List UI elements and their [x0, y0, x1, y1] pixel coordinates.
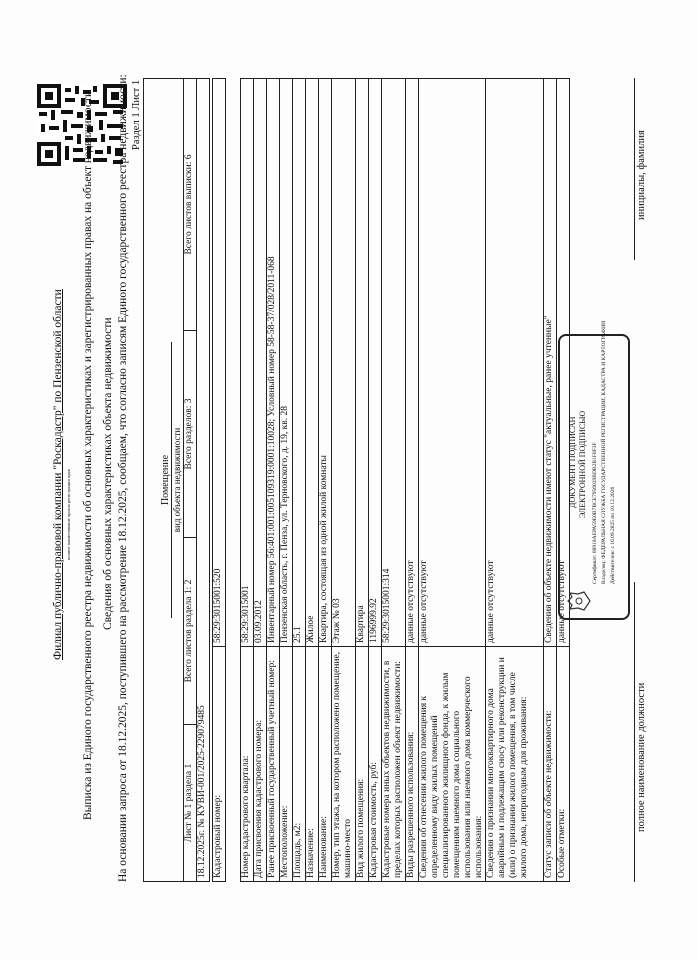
info-title: Сведения об основных характеристиках объекта недвижимости	[102, 317, 114, 630]
section-label: Раздел 1 Лист 1	[131, 79, 142, 150]
extract-title: Выписка из Единого государственного реестра недвижимости об основных характеристиках и зарегистрированных правах на объект недвижимости	[82, 90, 94, 820]
row-value: данные отсутствуют	[419, 79, 486, 647]
table-row	[356, 79, 369, 882]
row-value: Сведения об объекте недвижимости имеют статус "актуальные, ранее учтенные"	[544, 79, 557, 647]
stamp-line1: ДОКУМЕНТ ПОДПИСАН	[568, 416, 577, 508]
sheets-total: Всего листов выписки: 6	[184, 79, 197, 331]
signature-line-position	[634, 582, 635, 882]
table-row	[280, 79, 293, 882]
row-value: Квартира, состоящая из одной жилой комнаты	[319, 79, 332, 647]
table-row	[306, 79, 319, 882]
table-row	[406, 79, 419, 882]
row-label: Вид жилого помещения:	[356, 647, 369, 882]
characteristics-table	[240, 78, 570, 882]
table-row	[254, 79, 267, 882]
table-row	[267, 79, 280, 882]
emblem-icon	[566, 590, 592, 612]
row-value: Квартира	[356, 79, 369, 647]
table-row	[319, 79, 332, 882]
row-value: Жилое	[306, 79, 319, 647]
org-name: Филиал публично-правовой компании "Роскадастр" по Пензенской области	[52, 289, 64, 660]
org-caption: полное наименование органа регистрации прав	[66, 469, 71, 560]
stamp-line2: ЭЛЕКТРОННОЙ ПОДПИСЬЮ	[578, 410, 587, 518]
row-label: Кадастровые номера иных объектов недвижимости, в пределах которых расположен объект недвижимости:	[382, 647, 406, 882]
row-label: Номер кадастрового квартала:	[241, 647, 254, 882]
e-signature-stamp	[558, 320, 630, 620]
footer-position: полное наименование должности	[636, 682, 647, 832]
row-label: Площадь, м2:	[293, 647, 306, 882]
object-type-caption: вид объекта недвижимости	[171, 342, 183, 618]
row-label: Дата присвоения кадастрового номера:	[254, 647, 267, 882]
row-label: Сведения о признании многоквартирного дома аварийным и подлежащим сносу или реконструкции и (или) о признании жилого помещения, в том числе жилого дома, непригодным для проживания:	[486, 647, 544, 882]
row-label: Сведения об отнесении жилого помещения к определенному виду жилых помещений специализированного жилищного фонда, к жилым помещениям наемного дома социального использования или наемного дома коммерческого использования:	[419, 647, 486, 882]
object-type: Помещение	[160, 454, 171, 506]
stamp-cert: Сертификат: 00918АЕРА59E0B7BCE7956039BDB2B1F0F3F	[592, 442, 598, 584]
table-row	[369, 79, 382, 882]
table-row	[419, 79, 486, 882]
signature-line-name	[634, 78, 635, 260]
table-row	[486, 79, 544, 882]
request-number: 18.12.2025г. № КУВИ-001/2025-229079485	[197, 79, 210, 882]
basis-text: На основании запроса от 18.12.2025, поступившего на рассмотрение 18.12.2025, сообщаем, что согласно записям Единого государственного реестра недвижимости:	[117, 74, 129, 882]
row-label: Особые отметки:	[557, 647, 570, 882]
row-value: Инвентарный номер 56:401:001:005109319:0001:10028; Условный номер 58-58-37/028/2011-068	[267, 79, 280, 647]
table-row	[544, 79, 557, 882]
row-label: Виды разрешенного использования:	[406, 647, 419, 882]
row-value: 25.1	[293, 79, 306, 647]
cadastral-value: 58:29:3015001:520	[213, 79, 226, 647]
row-value: данные отсутствуют	[486, 79, 544, 647]
stamp-valid: Действителен: с 16.09.2025 по 10.12.2026	[610, 486, 616, 584]
row-value: данные отсутствуют	[557, 79, 570, 647]
sheets-in-section: Всего листов раздела 1: 2	[184, 538, 197, 725]
row-value: 1196999.92	[369, 79, 382, 647]
table-row	[332, 79, 356, 882]
row-label: Номер, тип этажа, на котором расположено помещение, машино-место	[332, 647, 356, 882]
row-value: 58:29:3015001:314	[382, 79, 406, 647]
footer-name: инициалы, фамилия	[636, 130, 647, 220]
row-label: Назначение:	[306, 647, 319, 882]
header-table	[143, 78, 210, 882]
table-row	[382, 79, 406, 882]
row-value: Пензенская область, г. Пенза, ул. Терновского, д. 19, кв. 28	[280, 79, 293, 647]
row-value: 58:29:3015001	[241, 79, 254, 647]
row-value: данные отсутствуют	[406, 79, 419, 647]
row-value: 03.09.2012	[254, 79, 267, 647]
row-label: Наименование:	[319, 647, 332, 882]
stamp-owner: Владелец: ФЕДЕРАЛЬНАЯ СЛУЖБА ГОСУДАРСТВЕННОЙ РЕГИСТРАЦИИ, КАДАСТРА И КАРТОГРАФИИ	[601, 320, 607, 584]
row-value: Этаж № 03	[332, 79, 356, 647]
cadastral-label: Кадастровый номер:	[213, 647, 226, 882]
cadastral-table	[212, 78, 226, 882]
table-row	[241, 79, 254, 882]
table-row	[293, 79, 306, 882]
sections-total: Всего разделов: 3	[184, 331, 197, 538]
row-label: Местоположение:	[280, 647, 293, 882]
sheet-number: Лист № 1 раздела 1	[184, 725, 197, 882]
row-label: Статус записи об объекте недвижимости:	[544, 647, 557, 882]
row-label: Кадастровая стоимость, руб:	[369, 647, 382, 882]
row-label: Ранее присвоенный государственный учетный номер:	[267, 647, 280, 882]
